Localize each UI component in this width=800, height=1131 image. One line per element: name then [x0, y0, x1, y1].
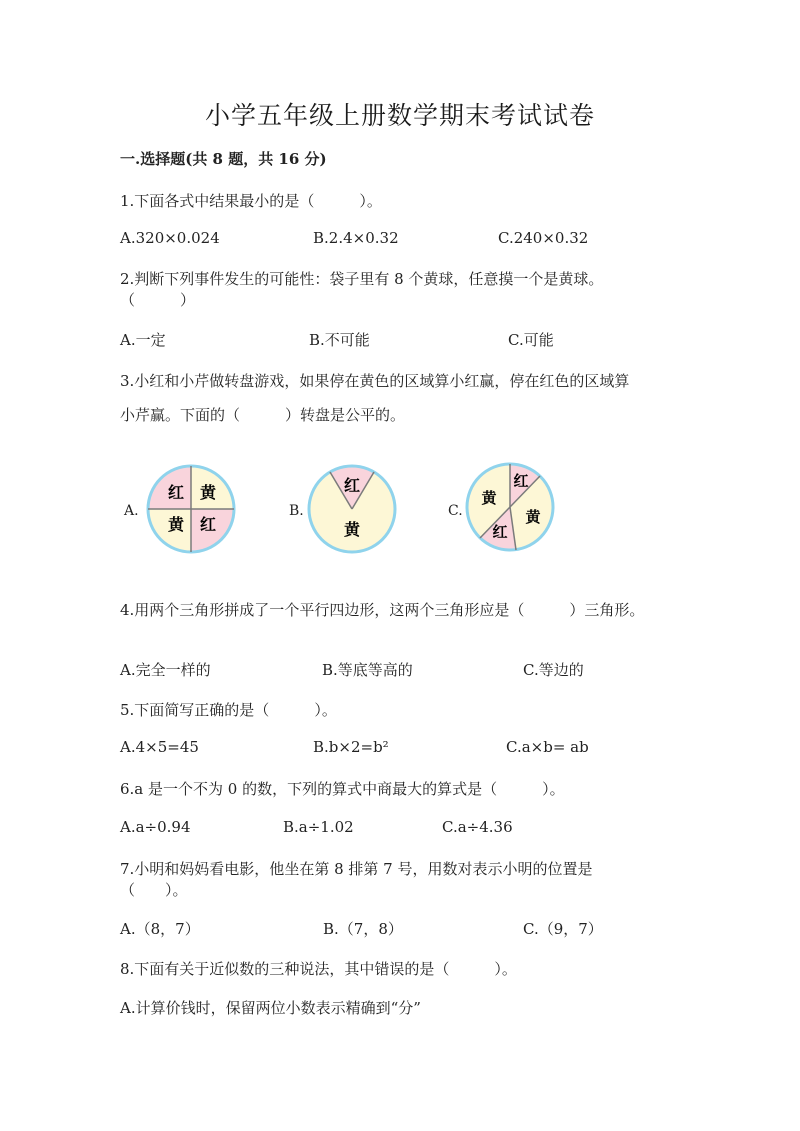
q4-option-a[interactable]: A.完全一样的 — [120, 661, 211, 679]
q3-option-a[interactable]: A. — [124, 503, 139, 519]
q2-option-c[interactable]: C.可能 — [508, 331, 554, 349]
q7-option-a[interactable]: A.（8，7） — [120, 920, 200, 938]
q4-option-c[interactable]: C.等边的 — [523, 661, 584, 679]
question-8: 8.下面有关于近似数的三种说法，其中错误的是（ ）。 — [120, 960, 517, 978]
spinner-a[interactable] — [148, 466, 234, 552]
spinner-a-red-label-2: 红 — [199, 515, 217, 534]
q2-option-a[interactable]: A.一定 — [120, 331, 166, 349]
spinner-b-red-label: 红 — [343, 476, 361, 495]
spinner-c-yellow-label-1: 黄 — [481, 489, 497, 507]
q1-option-a[interactable]: A.320×0.024 — [120, 229, 220, 247]
spinner-b-yellow-label: 黄 — [343, 520, 361, 539]
q3-option-c[interactable]: C. — [448, 503, 463, 519]
spinner-a-yellow-label-1: 黄 — [199, 483, 217, 502]
spinner-a-red-label-1: 红 — [167, 483, 185, 502]
q1-option-b[interactable]: B.2.4×0.32 — [313, 229, 399, 247]
q7-option-c[interactable]: C.（9，7） — [523, 920, 603, 938]
q1-option-c[interactable]: C.240×0.32 — [498, 229, 589, 247]
q5-option-b[interactable]: B.b×2=b² — [313, 738, 389, 756]
q5-option-a[interactable]: A.4×5=45 — [120, 738, 199, 756]
question-6: 6.a 是一个不为 0 的数，下列的算式中商最大的算式是（ ）。 — [120, 780, 565, 798]
q4-option-b[interactable]: B.等底等高的 — [322, 661, 413, 679]
question-2: 2.判断下列事件发生的可能性：袋子里有 8 个黄球，任意摸一个是黄球。 — [120, 270, 604, 288]
q8-option-a[interactable]: A.计算价钱时，保留两位小数表示精确到“分” — [120, 999, 421, 1017]
spinner-c-red-label-1: 红 — [513, 472, 529, 490]
spinner-a-yellow-label-2: 黄 — [167, 515, 185, 534]
q6-option-a[interactable]: A.a÷0.94 — [120, 818, 191, 836]
spinner-b[interactable] — [309, 466, 395, 552]
question-3: 3.小红和小芹做转盘游戏，如果停在黄色的区域算小红赢，停在红色的区域算 — [120, 372, 630, 390]
q6-option-b[interactable]: B.a÷1.02 — [283, 818, 354, 836]
question-2-blank: （ ） — [120, 291, 196, 309]
spinner-c[interactable] — [467, 464, 553, 550]
question-5: 5.下面简写正确的是（ ）。 — [120, 701, 337, 719]
question-3-line2: 小芹赢。下面的（ ）转盘是公平的。 — [120, 406, 406, 424]
q2-option-b[interactable]: B.不可能 — [309, 331, 370, 349]
question-4: 4.用两个三角形拼成了一个平行四边形，这两个三角形应是（ ）三角形。 — [120, 601, 645, 619]
q5-option-c[interactable]: C.a×b= ab — [506, 738, 589, 756]
q6-option-c[interactable]: C.a÷4.36 — [442, 818, 513, 836]
question-7: 7.小明和妈妈看电影，他坐在第 8 排第 7 号，用数对表示小明的位置是 — [120, 860, 593, 878]
question-1: 1.下面各式中结果最小的是（ ）。 — [120, 192, 382, 210]
question-7-blank: （ ）。 — [120, 881, 188, 899]
q3-option-b[interactable]: B. — [289, 503, 304, 519]
spinner-c-red-label-2: 红 — [492, 523, 508, 541]
section-heading: 一.选择题(共 8 题，共 16 分) — [120, 150, 327, 168]
spinner-c-yellow-label-2: 黄 — [525, 508, 541, 526]
page-title: 小学五年级上册数学期末考试试卷 — [204, 101, 595, 130]
q7-option-b[interactable]: B.（7，8） — [323, 920, 403, 938]
